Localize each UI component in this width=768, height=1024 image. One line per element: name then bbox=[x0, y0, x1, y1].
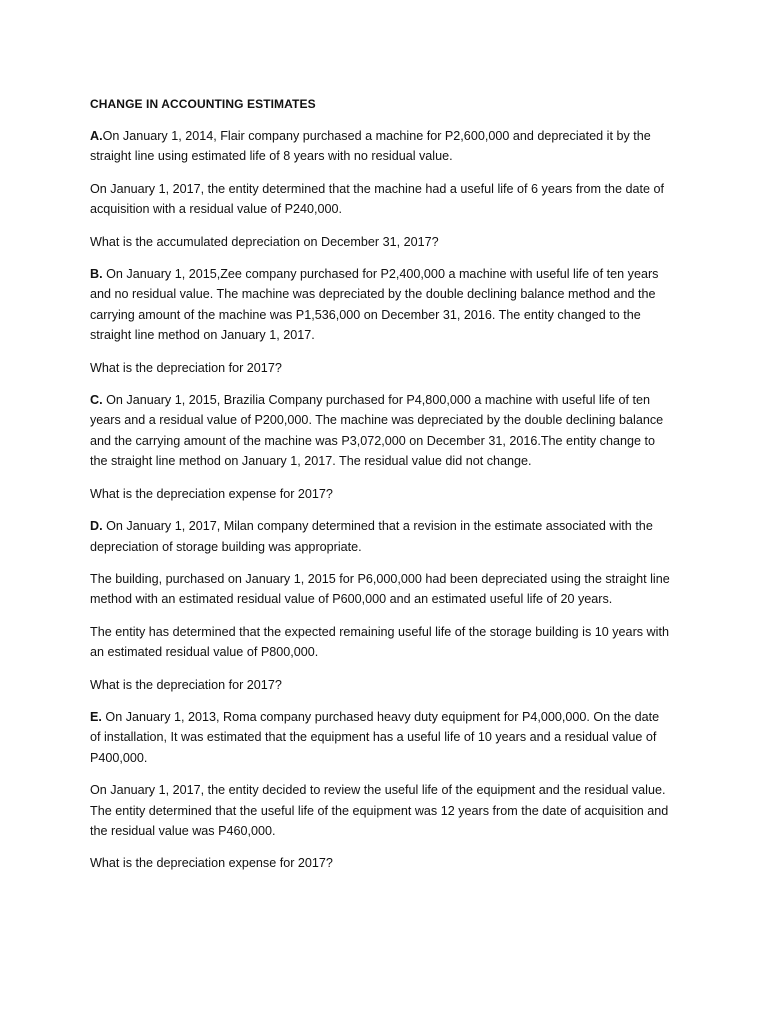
section-e-text-1: On January 1, 2013, Roma company purchased heavy duty equipment for P4,000,000. On the date of installation, It was estimated that the equipment has a useful life of 10 years and a residual value of P400,000. bbox=[90, 709, 660, 765]
section-d-paragraph-1 bbox=[90, 516, 670, 557]
section-e-paragraph-1 bbox=[90, 707, 670, 768]
section-e-label: E. bbox=[90, 709, 102, 724]
section-b-paragraph-1 bbox=[90, 264, 670, 346]
section-a-question: What is the accumulated depreciation on December 31, 2017? bbox=[90, 234, 439, 249]
section-a-paragraph-2: On January 1, 2017, the entity determined that the machine had a useful life of 6 years from the date of acquisition with a residual value of P240,000. bbox=[90, 181, 665, 217]
section-d-paragraph-3: The entity has determined that the expected remaining useful life of the storage building is 10 years with an estimated residual value of P800,000. bbox=[90, 624, 669, 660]
section-c-question: What is the depreciation expense for 2017? bbox=[90, 486, 333, 501]
section-b-text-1: On January 1, 2015,Zee company purchased for P2,400,000 a machine with useful life of ten years and no residual value. The machine was depreciated by the double declining balance method and the carrying amount of the machine was P1,536,000 on December 31, 2016. The entity changed to the straight line method on January 1, 2017. bbox=[90, 267, 659, 343]
section-a-paragraph-1 bbox=[90, 126, 670, 167]
section-b-question: What is the depreciation for 2017? bbox=[90, 360, 282, 375]
section-d-text-1: On January 1, 2017, Milan company determined that a revision in the estimate associated with the depreciation of storage building was appropriate. bbox=[90, 519, 653, 554]
section-a-label: A. bbox=[90, 129, 103, 143]
section-c-text-1: On January 1, 2015, Brazilia Company purchased for P4,800,000 a machine with useful life of ten years and a residual value of P200,000. The machine was depreciated by the double declining balance and the carrying amount of the machine was P3,072,000 on December 31, 2016.The entity change to the straight line method on January 1, 2017. The residual value did not change. bbox=[90, 393, 664, 469]
section-d-paragraph-2: The building, purchased on January 1, 2015 for P6,000,000 had been depreciated using the straight line method with an estimated residual value of P600,000 and an estimated useful life of 20 years. bbox=[90, 571, 670, 607]
section-c-label: C. bbox=[90, 393, 103, 408]
section-e-paragraph-2: On January 1, 2017, the entity decided to review the useful life of the equipment and the residual value. The entity determined that the useful life of the equipment was 12 years from the date of acquisition and the residual value was P460,000. bbox=[90, 783, 669, 838]
document-title: CHANGE IN ACCOUNTING ESTIMATES bbox=[90, 97, 316, 111]
section-d-label: D. bbox=[90, 519, 103, 534]
section-b-label: B. bbox=[90, 267, 103, 282]
section-d-question: What is the depreciation for 2017? bbox=[90, 677, 282, 692]
section-a-text-1: On January 1, 2014, Flair company purchased a machine for P2,600,000 and depreciated it by the straight line using estimated life of 8 years with no residual value. bbox=[90, 129, 651, 164]
section-e-question: What is the depreciation expense for 2017? bbox=[90, 856, 333, 871]
section-c-paragraph-1 bbox=[90, 390, 670, 472]
